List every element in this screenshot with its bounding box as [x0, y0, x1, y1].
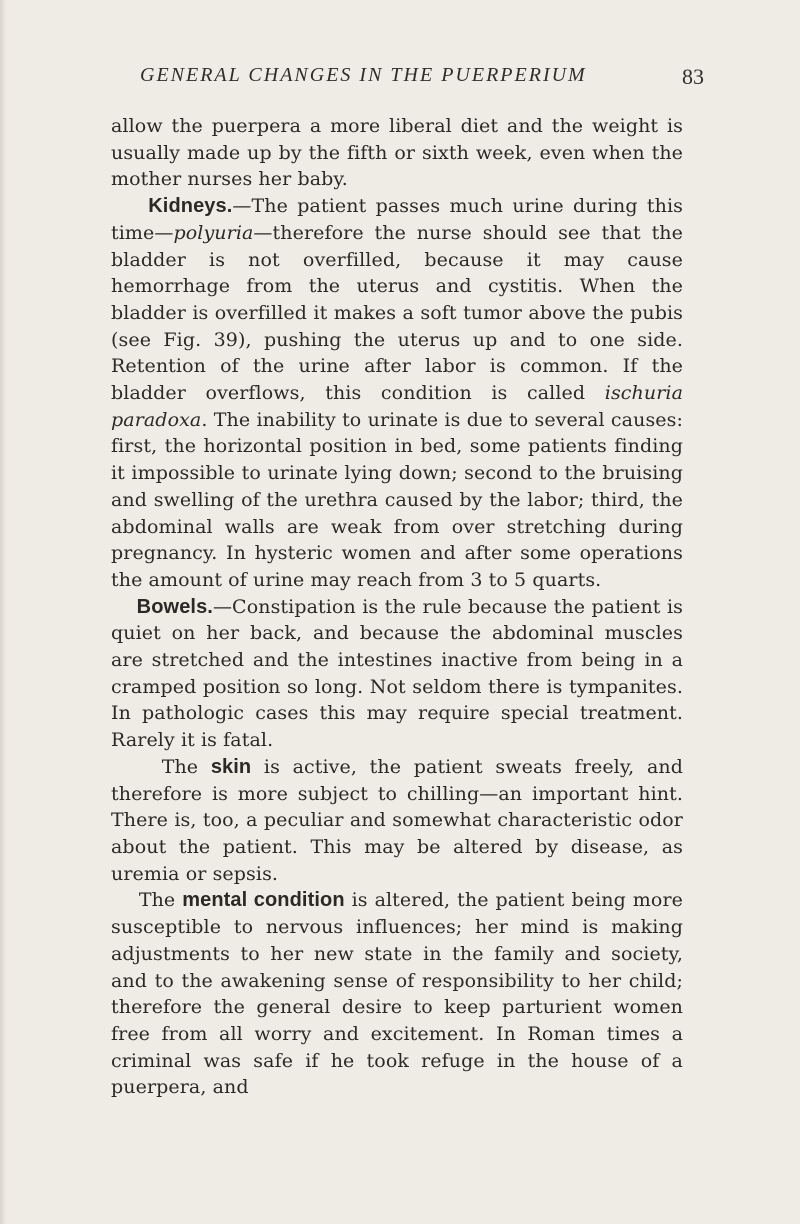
paragraph-lead: The: [161, 755, 211, 778]
body-text: [111, 113, 683, 1101]
paragraph-text: —therefore the nurse should see that the bladder is not overfilled, because it may cause hemorrhage from the uterus and cystitis. When the bladder is overfilled it makes a soft tumor above the pubis (see Fig. 39), pushing the uterus up and to one side. Retention of the urine after labor is common. If the bladder overflows, this condition is called: [111, 221, 683, 405]
section-heading-bowels: Bowels.: [136, 595, 213, 618]
paragraph-text: is active, the patient sweats freely, and therefore is more subject to chilling—an important hint. There is, too, a peculiar and somewhat characteristic odor about the patient. This may be altered by disease, as uremia or sepsis.: [111, 755, 683, 885]
section-heading-mental-condition: mental condition: [182, 889, 345, 912]
paragraph-lead: The: [138, 889, 183, 912]
paragraph-text: —The patient passes much urine during this time—: [111, 195, 684, 244]
paragraph-skin: [111, 754, 683, 888]
paragraph-bowels: [111, 594, 683, 754]
paragraph-text: —Constipation is the rule because the patient is quiet on her back, and because the abdominal muscles are stretched and the intestines inactive from being in a cramped position so long. Not seldom there is tympanites. In pathologic cases this may require special treatment. Rarely it is fatal.: [111, 595, 683, 752]
italic-term-polyuria: polyuria: [173, 221, 254, 244]
italic-term-ischuria: ischuria paradoxa: [111, 382, 683, 431]
paragraph-text: . The inability to urinate is due to several causes: first, the horizontal position in bed, some patients finding it impossible to urinate lying down; second to the bruising and swelling of the urethra caused by the labor; third, the abdominal walls are weak from over stretching during pregnancy. In hysteric women and after some operations the amount of urine may reach from 3 to 5 quarts.: [111, 408, 683, 591]
paragraph-text: is altered, the patient being more susceptible to nervous influences; her mind is making adjustments to her new state in the family and society, and to the awakening sense of responsibility to her child; therefore the general desire to keep parturient women free from all worry and excitement. In Roman times a criminal was safe if he took refuge in the house of a puerpera, and: [111, 889, 683, 1099]
page-number: 83: [682, 64, 704, 89]
running-head-title: GENERAL CHANGES IN THE PUERPERIUM: [140, 64, 587, 86]
paragraph-mental-condition: [111, 887, 683, 1101]
paragraph-kidneys: [111, 193, 683, 594]
paragraph-text: allow the puerpera a more liberal diet and the weight is usually made up by the fifth or sixth week, even when the mother nurses her baby.: [111, 115, 683, 191]
section-heading-kidneys: Kidneys.: [148, 195, 233, 218]
section-heading-skin: skin: [210, 755, 252, 778]
paragraph-diet: [111, 113, 683, 193]
page-edge-shadow: [0, 0, 6, 1224]
running-header: [100, 50, 704, 94]
